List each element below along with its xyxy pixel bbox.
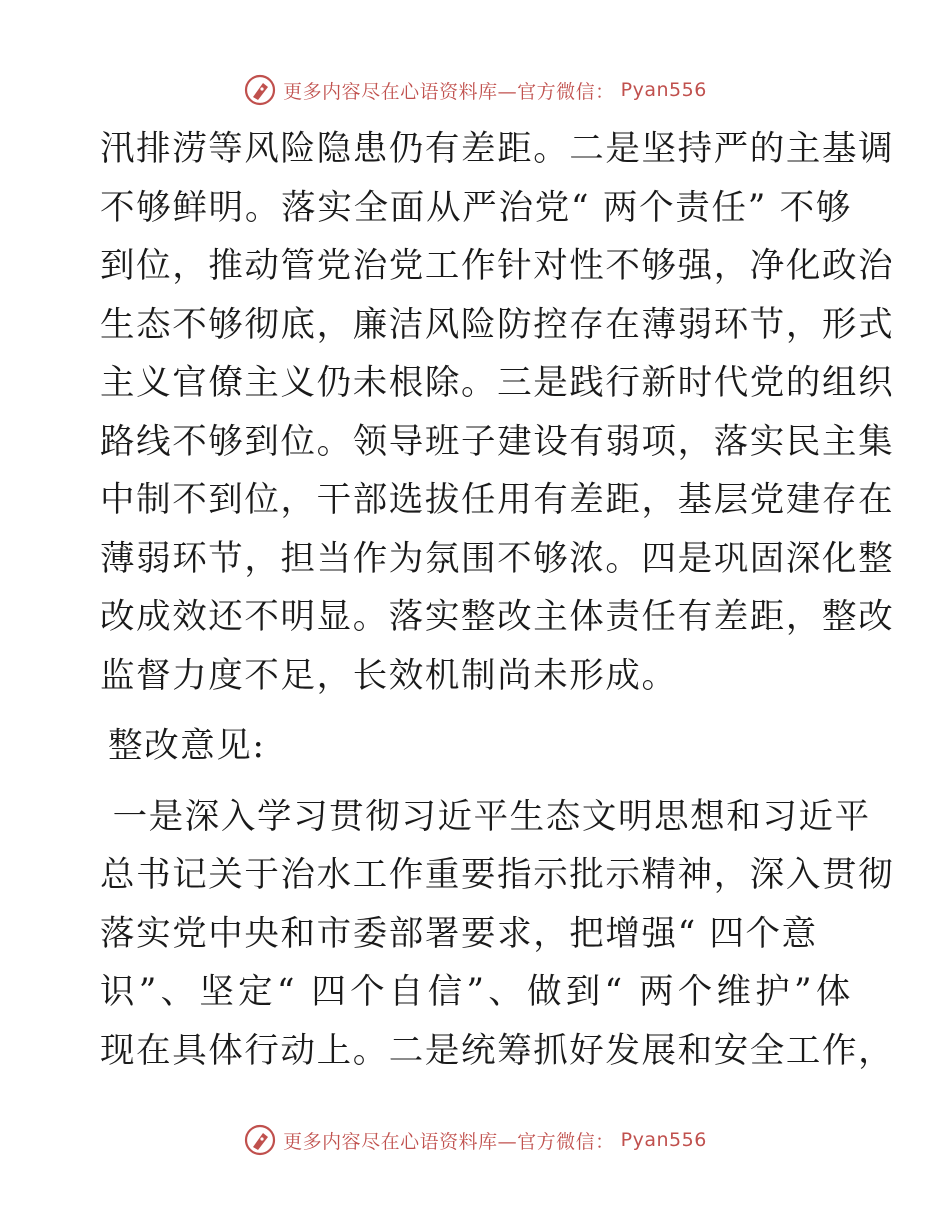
pen-nib-logo-icon (243, 1123, 277, 1157)
paragraph-problems (100, 120, 895, 705)
text-line: 薄弱环节，担当作为氛围不够浓。四是巩固深化整 (100, 538, 895, 579)
text-line: 主义官僚主义仍未根除。三是践行新时代党的组织 (100, 363, 895, 403)
paragraph-suggestions (100, 788, 895, 1081)
wechat-id: Pyan556 (620, 79, 707, 101)
text-line: 生态不够彻底，廉洁风险防控存在薄弱环节，形式 (100, 304, 895, 345)
text-line: 识”、坚定“ 四个自信”、做到“ 两个维护”体 (100, 972, 852, 1012)
pen-nib-logo-icon (243, 73, 277, 107)
text-line: 总书记关于治水工作重要指示批示精神，深入贯彻 (100, 855, 895, 895)
text-line: 现在具体行动上。二是统筹抓好发展和安全工作， (100, 1030, 895, 1071)
section-heading: 整改意见: (108, 726, 266, 766)
wechat-id: Pyan556 (620, 1129, 707, 1151)
text-line: 汛排涝等风险隐患仍有差距。二是坚持严的主基调 (100, 129, 895, 169)
banner-text: 更多内容尽在心语资料库—官方微信： (283, 1130, 615, 1153)
text-line: 中制不到位，干部选拔任用有差距，基层党建存在 (100, 480, 895, 520)
text-line: 一是深入学习贯彻习近平生态文明思想和习近平 (100, 796, 871, 837)
text-line: 到位，推动管党治党工作针对性不够强，净化政治 (100, 246, 895, 286)
text-line: 路线不够到位。领导班子建设有弱项，落实民主集 (100, 421, 895, 462)
text-line: 改成效还不明显。落实整改主体责任有差距，整改 (100, 597, 895, 637)
text-line: 监督力度不足，长效机制尚未形成。 (100, 655, 678, 696)
text-line: 不够鲜明。落实全面从严治党“ 两个责任” 不够 (100, 187, 852, 228)
document-body (100, 120, 895, 1080)
banner-text: 更多内容尽在心语资料库—官方微信： (283, 80, 615, 103)
header-banner (0, 70, 950, 110)
text-line: 落实党中央和市委部署要求，把增强“ 四个意 (100, 913, 818, 954)
footer-banner (0, 1120, 950, 1160)
